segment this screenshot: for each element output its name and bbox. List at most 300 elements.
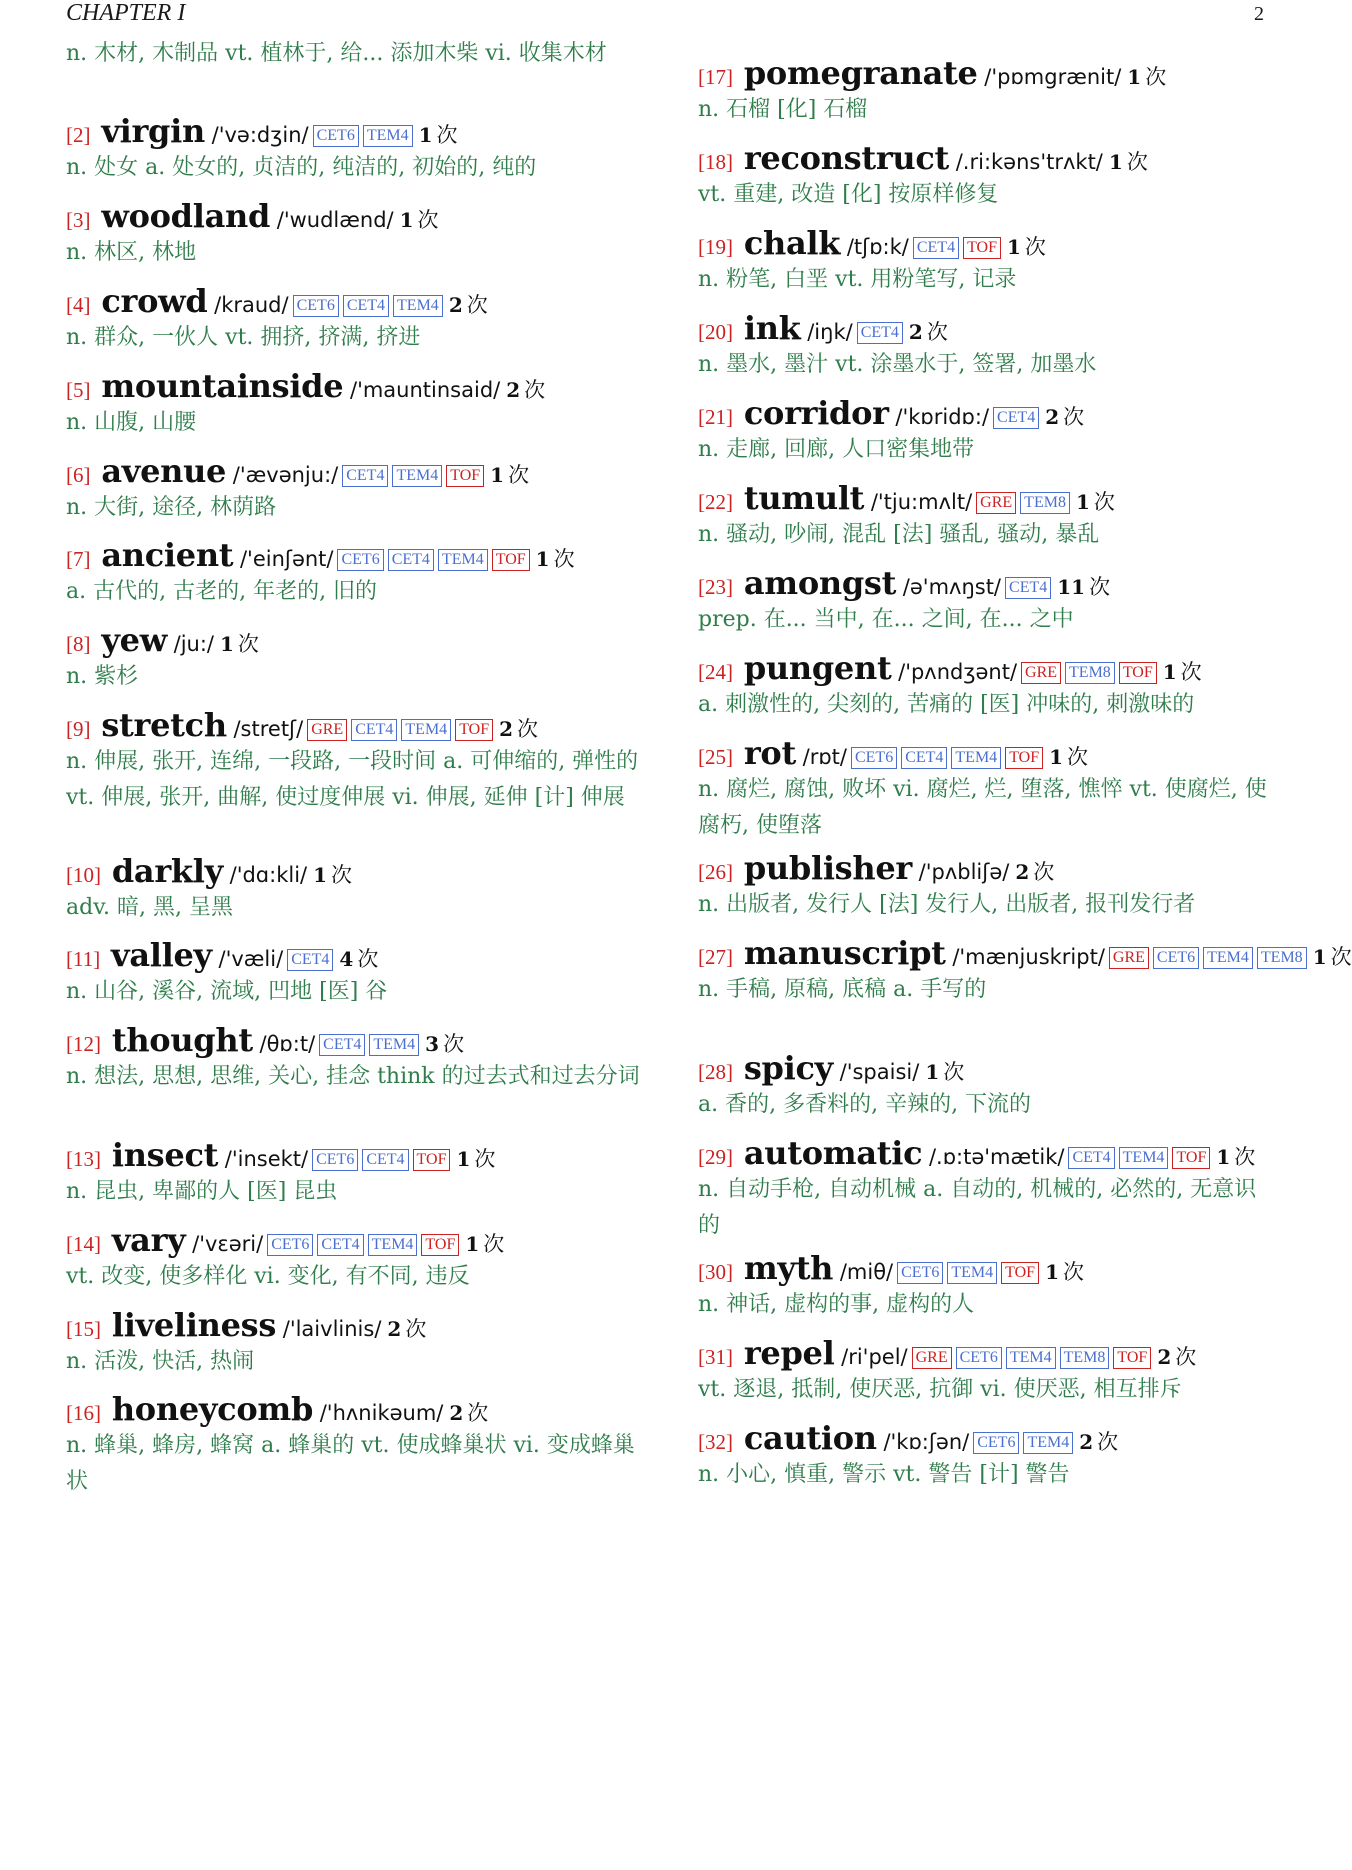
word-entry xyxy=(698,564,1278,638)
entry-index: [12] xyxy=(66,1032,101,1056)
entry-headline xyxy=(66,1136,646,1174)
definition: vt. 改变, 使多样化 vi. 变化, 有不同, 违反 xyxy=(66,1264,470,1289)
occurrence-unit: 次 xyxy=(1067,745,1089,769)
entry-index: [24] xyxy=(698,660,733,684)
headword: darkly xyxy=(101,852,223,890)
entry-headline xyxy=(698,564,1278,602)
phonetic: /ri'pel/ xyxy=(834,1345,908,1369)
exam-tag-badge: CET4 xyxy=(901,747,947,769)
phonetic: /'einʃənt/ xyxy=(233,547,334,571)
word-entry xyxy=(66,1221,646,1295)
definition: n. 粉笔, 白垩 vt. 用粉笔写, 记录 xyxy=(698,267,1017,292)
phonetic: /'dɑ:kli/ xyxy=(222,863,308,887)
occurrence-unit: 次 xyxy=(1126,150,1148,174)
definition: n. 木材, 木制品 vt. 植林于, 给... 添加木柴 vi. 收集木材 xyxy=(66,41,607,66)
occurrence-unit: 次 xyxy=(1234,1145,1256,1169)
headword: valley xyxy=(100,936,212,974)
exam-tag-badge: TEM4 xyxy=(1119,1147,1169,1169)
occurrence-unit: 次 xyxy=(466,293,488,317)
entry-index: [31] xyxy=(698,1345,733,1369)
exam-tag-badge: TEM8 xyxy=(1020,492,1070,514)
word-entry xyxy=(66,936,646,1010)
definition: n. 神话, 虚构的事, 虚构的人 xyxy=(698,1292,975,1317)
phonetic: /miθ/ xyxy=(833,1260,894,1284)
headword: tumult xyxy=(733,479,865,517)
exam-tag-badge: TOF xyxy=(1113,1347,1151,1369)
exam-tag-badge: GRE xyxy=(976,492,1016,514)
exam-tag-badge: CET4 xyxy=(993,407,1039,429)
occurrence-unit: 次 xyxy=(943,1060,965,1084)
occurrence-count: 1 xyxy=(925,1060,940,1084)
definition: prep. 在... 当中, 在... 之间, 在... 之中 xyxy=(698,607,1074,632)
exam-tag-badge: TOF xyxy=(492,549,530,571)
word-entry xyxy=(66,621,646,695)
headword: pungent xyxy=(733,649,892,687)
occurrence-count: 1 xyxy=(418,123,433,147)
phonetic: /'spaisi/ xyxy=(832,1060,920,1084)
entry-headline xyxy=(698,649,1278,687)
definition: n. 紫杉 xyxy=(66,664,139,689)
word-entry xyxy=(698,1249,1278,1323)
entry-headline xyxy=(66,1306,646,1344)
word-entry xyxy=(698,54,1278,128)
entry-index: [13] xyxy=(66,1147,101,1171)
exam-tag-badge: TEM4 xyxy=(951,747,1001,769)
entry-headline xyxy=(698,479,1278,517)
phonetic: /'kɒridɒ:/ xyxy=(888,405,990,429)
occurrence-count: 2 xyxy=(449,1401,464,1425)
exam-tag-badge: TEM4 xyxy=(438,549,488,571)
phonetic: /θɒ:t/ xyxy=(252,1032,316,1056)
occurrence-count: 2 xyxy=(387,1317,402,1341)
headword: liveliness xyxy=(101,1306,277,1344)
word-entry xyxy=(66,1021,646,1095)
entry-index: [7] xyxy=(66,547,91,571)
exam-tag-badge: TOF xyxy=(446,465,484,487)
exam-tag-badge: TOF xyxy=(1005,747,1043,769)
word-entry xyxy=(66,112,646,186)
occurrence-unit: 次 xyxy=(474,1147,496,1171)
word-entry xyxy=(698,394,1278,468)
entry-index: [30] xyxy=(698,1260,733,1284)
exam-tag-badge: TEM4 xyxy=(401,719,451,741)
headword: caution xyxy=(733,1419,877,1457)
definition: n. 自动手枪, 自动机械 a. 自动的, 机械的, 必然的, 无意识的 xyxy=(698,1177,1257,1238)
entry-index: [16] xyxy=(66,1401,101,1425)
occurrence-count: 1 xyxy=(1162,660,1177,684)
exam-tag-badge: CET4 xyxy=(913,237,959,259)
occurrence-unit: 次 xyxy=(483,1232,505,1256)
exam-tag-badge: TOF xyxy=(1172,1147,1210,1169)
occurrence-unit: 次 xyxy=(1024,235,1046,259)
headword: automatic xyxy=(733,1134,923,1172)
exam-tag-badge: CET6 xyxy=(973,1432,1019,1454)
occurrence-count: 2 xyxy=(499,717,514,741)
occurrence-unit: 次 xyxy=(926,320,948,344)
occurrence-unit: 次 xyxy=(1180,660,1202,684)
definition: n. 昆虫, 卑鄙的人 [医] 昆虫 xyxy=(66,1179,338,1204)
definition: vt. 重建, 改造 [化] 按原样修复 xyxy=(698,182,999,207)
entry-headline xyxy=(66,197,646,235)
entry-index: [27] xyxy=(698,945,733,969)
occurrence-count: 2 xyxy=(506,378,521,402)
phonetic: /'ævənju:/ xyxy=(226,463,339,487)
exam-tag-badge: CET4 xyxy=(287,949,333,971)
entry-headline xyxy=(66,936,646,974)
word-entry xyxy=(66,367,646,441)
phonetic: /'væli/ xyxy=(211,947,284,971)
entry-headline xyxy=(66,852,646,890)
headword: myth xyxy=(733,1249,834,1287)
exam-tag-badge: CET4 xyxy=(388,549,434,571)
occurrence-unit: 次 xyxy=(331,863,353,887)
exam-tag-badge: TOF xyxy=(963,237,1001,259)
phonetic: /.ɒ:tə'mætik/ xyxy=(922,1145,1065,1169)
entry-headline xyxy=(698,934,1352,972)
exam-tag-badge: GRE xyxy=(912,1347,952,1369)
phonetic: /'insekt/ xyxy=(218,1147,309,1171)
entry-index: [4] xyxy=(66,293,91,317)
headword: amongst xyxy=(733,564,897,602)
occurrence-count: 1 xyxy=(1216,1145,1231,1169)
entry-headline xyxy=(66,367,646,405)
entry-headline xyxy=(698,849,1278,887)
exam-tag-badge: TOF xyxy=(1119,662,1157,684)
occurrence-count: 2 xyxy=(908,320,923,344)
occurrence-unit: 次 xyxy=(417,208,439,232)
exam-tag-badge: CET6 xyxy=(897,1262,943,1284)
exam-tag-badge: TEM4 xyxy=(1203,947,1253,969)
definition: n. 想法, 思想, 思维, 关心, 挂念 think 的过去式和过去分词 xyxy=(66,1064,640,1089)
exam-tag-badge: CET4 xyxy=(1068,1147,1114,1169)
headword: spicy xyxy=(733,1049,833,1087)
phonetic: /tʃɒ:k/ xyxy=(840,235,909,259)
phonetic: /'kɒ:ʃən/ xyxy=(876,1430,970,1454)
occurrence-count: 1 xyxy=(399,208,414,232)
word-entry xyxy=(698,1049,1278,1123)
occurrence-count: 1 xyxy=(1049,745,1064,769)
occurrence-count: 1 xyxy=(535,547,550,571)
entry-index: [5] xyxy=(66,378,91,402)
word-entry xyxy=(66,1136,646,1210)
definition: n. 山谷, 溪谷, 流域, 凹地 [医] 谷 xyxy=(66,979,388,1004)
occurrence-unit: 次 xyxy=(467,1401,489,1425)
entry-index: [9] xyxy=(66,717,91,741)
occurrence-unit: 次 xyxy=(524,378,546,402)
occurrence-count: 1 xyxy=(313,863,328,887)
exam-tag-badge: TOF xyxy=(413,1149,451,1171)
exam-tag-badge: CET4 xyxy=(319,1034,365,1056)
headword: mountainside xyxy=(90,367,344,405)
phonetic: /kraud/ xyxy=(207,293,289,317)
definition: n. 小心, 慎重, 警示 vt. 警告 [计] 警告 xyxy=(698,1462,1070,1487)
page-header xyxy=(66,0,1264,28)
occurrence-count: 1 xyxy=(490,463,505,487)
exam-tag-badge: CET6 xyxy=(293,295,339,317)
entry-headline xyxy=(66,1221,646,1259)
headword: woodland xyxy=(90,197,271,235)
occurrence-unit: 次 xyxy=(508,463,530,487)
occurrence-count: 1 xyxy=(456,1147,471,1171)
definition: n. 活泼, 快活, 热闹 xyxy=(66,1349,255,1374)
exam-tag-badge: TEM4 xyxy=(947,1262,997,1284)
phonetic: /'mauntinsaid/ xyxy=(343,378,501,402)
entry-headline xyxy=(698,1134,1278,1172)
entry-headline xyxy=(698,734,1278,772)
headword: rot xyxy=(733,734,796,772)
occurrence-count: 1 xyxy=(220,632,234,656)
definition: n. 大街, 途径, 林荫路 xyxy=(66,495,277,520)
definition: n. 骚动, 吵闹, 混乱 [法] 骚乱, 骚动, 暴乱 xyxy=(698,522,1100,547)
occurrence-unit: 次 xyxy=(517,717,539,741)
word-entry xyxy=(698,1419,1278,1493)
entry-headline xyxy=(66,1021,646,1059)
entry-index: [28] xyxy=(698,1060,733,1084)
occurrence-unit: 次 xyxy=(1033,860,1055,884)
phonetic: /'və:dʒin/ xyxy=(204,123,309,147)
entry-headline xyxy=(698,1049,1278,1087)
headword: repel xyxy=(733,1334,835,1372)
entry-headline xyxy=(66,282,646,320)
occurrence-unit: 次 xyxy=(237,632,259,656)
phonetic: /'wudlænd/ xyxy=(270,208,394,232)
definition: n. 山腹, 山腰 xyxy=(66,410,197,435)
entry-index: [19] xyxy=(698,235,733,259)
word-entry xyxy=(66,706,646,816)
headword: publisher xyxy=(733,849,912,887)
occurrence-count: 2 xyxy=(448,293,463,317)
entry-headline xyxy=(66,706,646,744)
word-entry xyxy=(66,36,646,72)
definition: n. 蜂巢, 蜂房, 蜂窝 a. 蜂巢的 vt. 使成蜂巢状 vi. 变成蜂巢状 xyxy=(66,1433,635,1494)
exam-tag-badge: TEM8 xyxy=(1060,1347,1110,1369)
occurrence-unit: 次 xyxy=(1330,945,1352,969)
headword: stretch xyxy=(90,706,227,744)
phonetic: /'pɒmgrænit/ xyxy=(977,65,1122,89)
entry-index: [11] xyxy=(66,947,101,971)
headword: crowd xyxy=(90,282,208,320)
headword: pomegranate xyxy=(733,54,978,92)
occurrence-unit: 次 xyxy=(1063,405,1085,429)
definition: a. 古代的, 古老的, 年老的, 旧的 xyxy=(66,579,378,604)
entry-index: [29] xyxy=(698,1145,733,1169)
entry-index: [22] xyxy=(698,490,733,514)
definition: n. 墨水, 墨汁 vt. 涂墨水于, 签署, 加墨水 xyxy=(698,352,1097,377)
word-entry xyxy=(698,139,1278,213)
entry-headline xyxy=(698,1249,1278,1287)
occurrence-count: 1 xyxy=(1312,945,1327,969)
definition: n. 处女 a. 处女的, 贞洁的, 纯洁的, 初始的, 纯的 xyxy=(66,155,537,180)
headword: chalk xyxy=(733,224,841,262)
headword: virgin xyxy=(90,112,205,150)
definition: adv. 暗, 黑, 呈黑 xyxy=(66,895,233,920)
occurrence-count: 4 xyxy=(339,947,354,971)
word-entry xyxy=(66,1306,646,1380)
headword: vary xyxy=(101,1221,186,1259)
occurrence-count: 1 xyxy=(1007,235,1021,259)
entry-headline xyxy=(698,1334,1278,1372)
entry-headline xyxy=(698,224,1278,262)
definition: n. 出版者, 发行人 [法] 发行人, 出版者, 报刊发行者 xyxy=(698,892,1196,917)
occurrence-count: 2 xyxy=(1157,1345,1172,1369)
entry-index: [21] xyxy=(698,405,733,429)
exam-tag-badge: GRE xyxy=(307,719,347,741)
word-entry xyxy=(66,282,646,356)
entry-index: [3] xyxy=(66,208,91,232)
entry-headline xyxy=(698,54,1278,92)
definition: a. 刺激性的, 尖刻的, 苦痛的 [医] 冲味的, 刺激味的 xyxy=(698,692,1195,717)
exam-tag-badge: CET4 xyxy=(342,465,388,487)
headword: avenue xyxy=(90,452,227,490)
entry-index: [32] xyxy=(698,1430,733,1454)
occurrence-unit: 次 xyxy=(1097,1430,1119,1454)
entry-headline xyxy=(66,536,646,574)
entry-index: [20] xyxy=(698,320,733,344)
occurrence-count: 1 xyxy=(1108,150,1123,174)
occurrence-unit: 次 xyxy=(443,1032,465,1056)
entry-index: [25] xyxy=(698,745,733,769)
chapter-title: CHAPTER I xyxy=(66,0,186,26)
entry-headline xyxy=(66,1390,646,1428)
definition: n. 石榴 [化] 石榴 xyxy=(698,97,868,122)
exam-tag-badge: TEM4 xyxy=(1006,1347,1056,1369)
entry-index: [15] xyxy=(66,1317,101,1341)
entry-headline xyxy=(698,1419,1278,1457)
exam-tag-badge: TEM4 xyxy=(368,1234,418,1256)
entry-index: [23] xyxy=(698,575,733,599)
exam-tag-badge: CET4 xyxy=(351,719,397,741)
entry-headline xyxy=(698,309,1278,347)
exam-tag-badge: TEM4 xyxy=(392,465,442,487)
entry-index: [2] xyxy=(66,123,91,147)
occurrence-unit: 次 xyxy=(357,947,379,971)
exam-tag-badge: CET4 xyxy=(362,1149,408,1171)
word-entry xyxy=(698,649,1278,723)
definition: n. 伸展, 张开, 连绵, 一段路, 一段时间 a. 可伸缩的, 弹性的 vt. 伸展, 张开, 曲解, 使过度伸展 vi. 伸展, 延伸 [计] 伸展 xyxy=(66,749,639,810)
exam-tag-badge: TEM8 xyxy=(1257,947,1307,969)
entry-index: [10] xyxy=(66,863,101,887)
occurrence-count: 1 xyxy=(1045,1260,1059,1284)
headword: ancient xyxy=(90,536,234,574)
exam-tag-badge: CET6 xyxy=(313,125,359,147)
occurrence-unit: 次 xyxy=(1089,575,1111,599)
definition: n. 林区, 林地 xyxy=(66,240,197,265)
exam-tag-badge: GRE xyxy=(1021,662,1061,684)
entry-index: [14] xyxy=(66,1232,101,1256)
exam-tag-badge: TOF xyxy=(421,1234,459,1256)
occurrence-unit: 次 xyxy=(405,1317,427,1341)
definition: vt. 逐退, 抵制, 使厌恶, 抗御 vi. 使厌恶, 相互排斥 xyxy=(698,1377,1182,1402)
phonetic: /'pʌndʒənt/ xyxy=(891,660,1018,684)
exam-tag-badge: CET6 xyxy=(851,747,897,769)
exam-tag-badge: CET6 xyxy=(337,549,383,571)
word-entry xyxy=(698,734,1278,844)
phonetic: /'pʌbliʃə/ xyxy=(911,860,1010,884)
occurrence-count: 3 xyxy=(425,1032,440,1056)
occurrence-unit: 次 xyxy=(1145,65,1167,89)
exam-tag-badge: TEM4 xyxy=(393,295,443,317)
word-entry xyxy=(698,849,1278,923)
word-entry xyxy=(698,479,1278,553)
entry-headline xyxy=(66,452,646,490)
occurrence-count: 2 xyxy=(1079,1430,1094,1454)
word-entry xyxy=(698,934,1352,1008)
occurrence-count: 2 xyxy=(1045,405,1060,429)
exam-tag-badge: TEM4 xyxy=(369,1034,419,1056)
word-entry xyxy=(66,536,646,610)
word-entry xyxy=(66,1390,646,1500)
definition: n. 群众, 一伙人 vt. 拥挤, 挤满, 挤进 xyxy=(66,325,421,350)
exam-tag-badge: TEM4 xyxy=(1023,1432,1073,1454)
page-number: 2 xyxy=(1254,3,1264,25)
phonetic: /.ri:kəns'trʌkt/ xyxy=(949,150,1103,174)
entry-index: [8] xyxy=(66,632,91,656)
word-entry xyxy=(698,1334,1278,1408)
exam-tag-badge: CET6 xyxy=(1153,947,1199,969)
occurrence-count: 2 xyxy=(1015,860,1030,884)
phonetic: /'laivlinis/ xyxy=(276,1317,382,1341)
definition: n. 手稿, 原稿, 底稿 a. 手写的 xyxy=(698,977,987,1002)
entry-index: [26] xyxy=(698,860,733,884)
occurrence-count: 1 xyxy=(465,1232,480,1256)
headword: yew xyxy=(90,621,167,659)
phonetic: /'vɛəri/ xyxy=(185,1232,264,1256)
headword: thought xyxy=(101,1021,253,1059)
phonetic: /iŋk/ xyxy=(800,320,853,344)
phonetic: /'mænjuskript/ xyxy=(945,945,1105,969)
exam-tag-badge: TOF xyxy=(1001,1262,1039,1284)
headword: manuscript xyxy=(733,934,946,972)
headword: corridor xyxy=(733,394,889,432)
word-entry xyxy=(698,309,1278,383)
headword: insect xyxy=(101,1136,219,1174)
definition: n. 走廊, 回廊, 人口密集地带 xyxy=(698,437,975,462)
word-entry xyxy=(698,224,1278,298)
exam-tag-badge: GRE xyxy=(1109,947,1149,969)
occurrence-unit: 次 xyxy=(1175,1345,1197,1369)
exam-tag-badge: TEM4 xyxy=(363,125,413,147)
word-entry xyxy=(66,452,646,526)
occurrence-count: 1 xyxy=(1127,65,1142,89)
phonetic: /ju:/ xyxy=(166,632,214,656)
headword: ink xyxy=(733,309,801,347)
phonetic: /rɒt/ xyxy=(795,745,847,769)
word-entry xyxy=(66,197,646,271)
exam-tag-badge: CET4 xyxy=(857,322,903,344)
entry-headline xyxy=(66,621,646,659)
entry-headline xyxy=(698,139,1278,177)
phonetic: /stretʃ/ xyxy=(226,717,304,741)
occurrence-unit: 次 xyxy=(1093,490,1115,514)
word-entry xyxy=(66,852,646,926)
occurrence-unit: 次 xyxy=(553,547,575,571)
phonetic: /ə'mʌŋst/ xyxy=(896,575,1002,599)
phonetic: /'tju:mʌlt/ xyxy=(864,490,973,514)
exam-tag-badge: TEM8 xyxy=(1065,662,1115,684)
exam-tag-badge: CET6 xyxy=(267,1234,313,1256)
entry-headline xyxy=(698,394,1278,432)
word-entry xyxy=(698,1134,1278,1244)
definition: n. 腐烂, 腐蚀, 败坏 vi. 腐烂, 烂, 堕落, 憔悴 vt. 使腐烂, 使腐朽, 使堕落 xyxy=(698,777,1267,838)
occurrence-unit: 次 xyxy=(1062,1260,1084,1284)
occurrence-count: 1 xyxy=(1075,490,1090,514)
exam-tag-badge: CET6 xyxy=(956,1347,1002,1369)
occurrence-count: 11 xyxy=(1057,575,1086,599)
entry-index: [6] xyxy=(66,463,91,487)
exam-tag-badge: TOF xyxy=(455,719,493,741)
occurrence-unit: 次 xyxy=(436,123,458,147)
phonetic: /'hʌnikəum/ xyxy=(313,1401,444,1425)
